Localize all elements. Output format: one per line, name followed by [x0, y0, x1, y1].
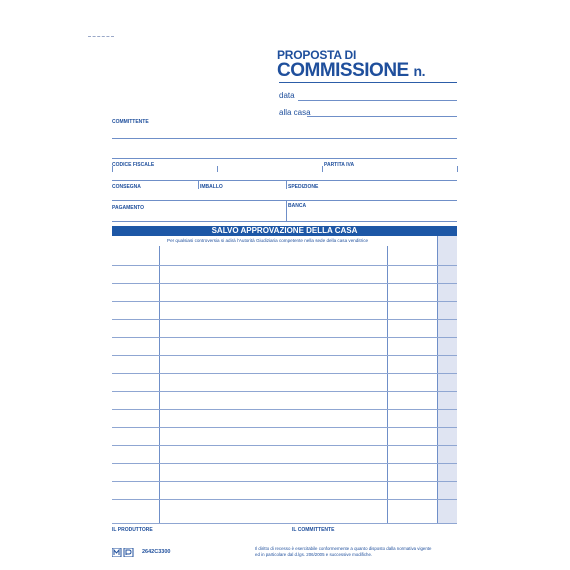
form-title-suffix: n.: [413, 63, 425, 79]
table-row: [112, 481, 457, 482]
pagamento-label: PAGAMENTO: [112, 205, 145, 211]
cut-mark: [88, 36, 114, 37]
form-title: [277, 60, 425, 82]
table-row: [112, 463, 457, 464]
table-row: [112, 301, 457, 302]
table-row: [112, 319, 457, 320]
committente-signature-label: IL COMMITTENTE: [292, 527, 335, 533]
column-divider: [387, 246, 388, 524]
banca-label: BANCA: [288, 203, 307, 209]
dispute-note: Per qualsiasi controversia si adirà l'Autorità Giudiziaria competente nella sede della casa venditrice: [167, 238, 369, 243]
spedizione-label: SPEDIZIONE: [288, 184, 319, 190]
table-row: [112, 445, 457, 446]
divider: [286, 201, 287, 221]
divider: [198, 181, 199, 189]
product-code: 2642C3300: [142, 549, 171, 555]
committente-line-2: [112, 158, 457, 159]
column-divider: [159, 246, 160, 524]
law-notice-line1: Il diritto di recesso è esercitabile conformemente a quanto disposto dalla normativa vigente: [255, 546, 432, 551]
partita-iva-label: PARTITA IVA: [324, 162, 355, 168]
table-row: [112, 409, 457, 410]
pagamento-line: [112, 221, 457, 222]
produttore-label: IL PRODUTTORE: [112, 527, 153, 533]
codice-fiscale-label: CODICE FISCALE: [112, 162, 155, 168]
casa-label: alla casa: [279, 108, 311, 117]
brand-logo-icon: [112, 548, 134, 557]
table-row: [112, 355, 457, 356]
approval-banner: SALVO APPROVAZIONE DELLA CASA: [112, 226, 457, 236]
committente-label: COMMITTENTE: [112, 119, 149, 125]
tick-mark: [322, 166, 323, 172]
tick-mark: [112, 166, 113, 172]
items-table: [112, 236, 457, 524]
law-notice-line2: ed in particolare dal d.lgs. 206/2005 e successive modifiche.: [255, 552, 373, 557]
imballo-label: IMBALLO: [200, 184, 223, 190]
form-title-line1: PROPOSTA DI: [277, 48, 357, 62]
table-row: [112, 283, 457, 284]
data-line: [298, 100, 457, 101]
codice-line: [112, 180, 457, 181]
law-notice: [255, 546, 455, 558]
commission-form: [112, 40, 457, 570]
table-row: [112, 499, 457, 500]
consegna-line: [112, 200, 457, 201]
committente-line-1: [112, 138, 457, 139]
table-row: [112, 265, 457, 266]
casa-line: [307, 116, 457, 117]
number-line: [279, 82, 457, 83]
table-row: [112, 373, 457, 374]
consegna-label: CONSEGNA: [112, 184, 141, 190]
table-row: [112, 427, 457, 428]
tick-mark: [457, 166, 458, 172]
table-row: [112, 523, 457, 524]
form-title-main: COMMISSIONE: [277, 60, 409, 81]
data-label: data: [279, 91, 295, 100]
table-row: [112, 337, 457, 338]
divider: [286, 181, 287, 189]
table-row: [112, 391, 457, 392]
tick-mark: [217, 166, 218, 172]
